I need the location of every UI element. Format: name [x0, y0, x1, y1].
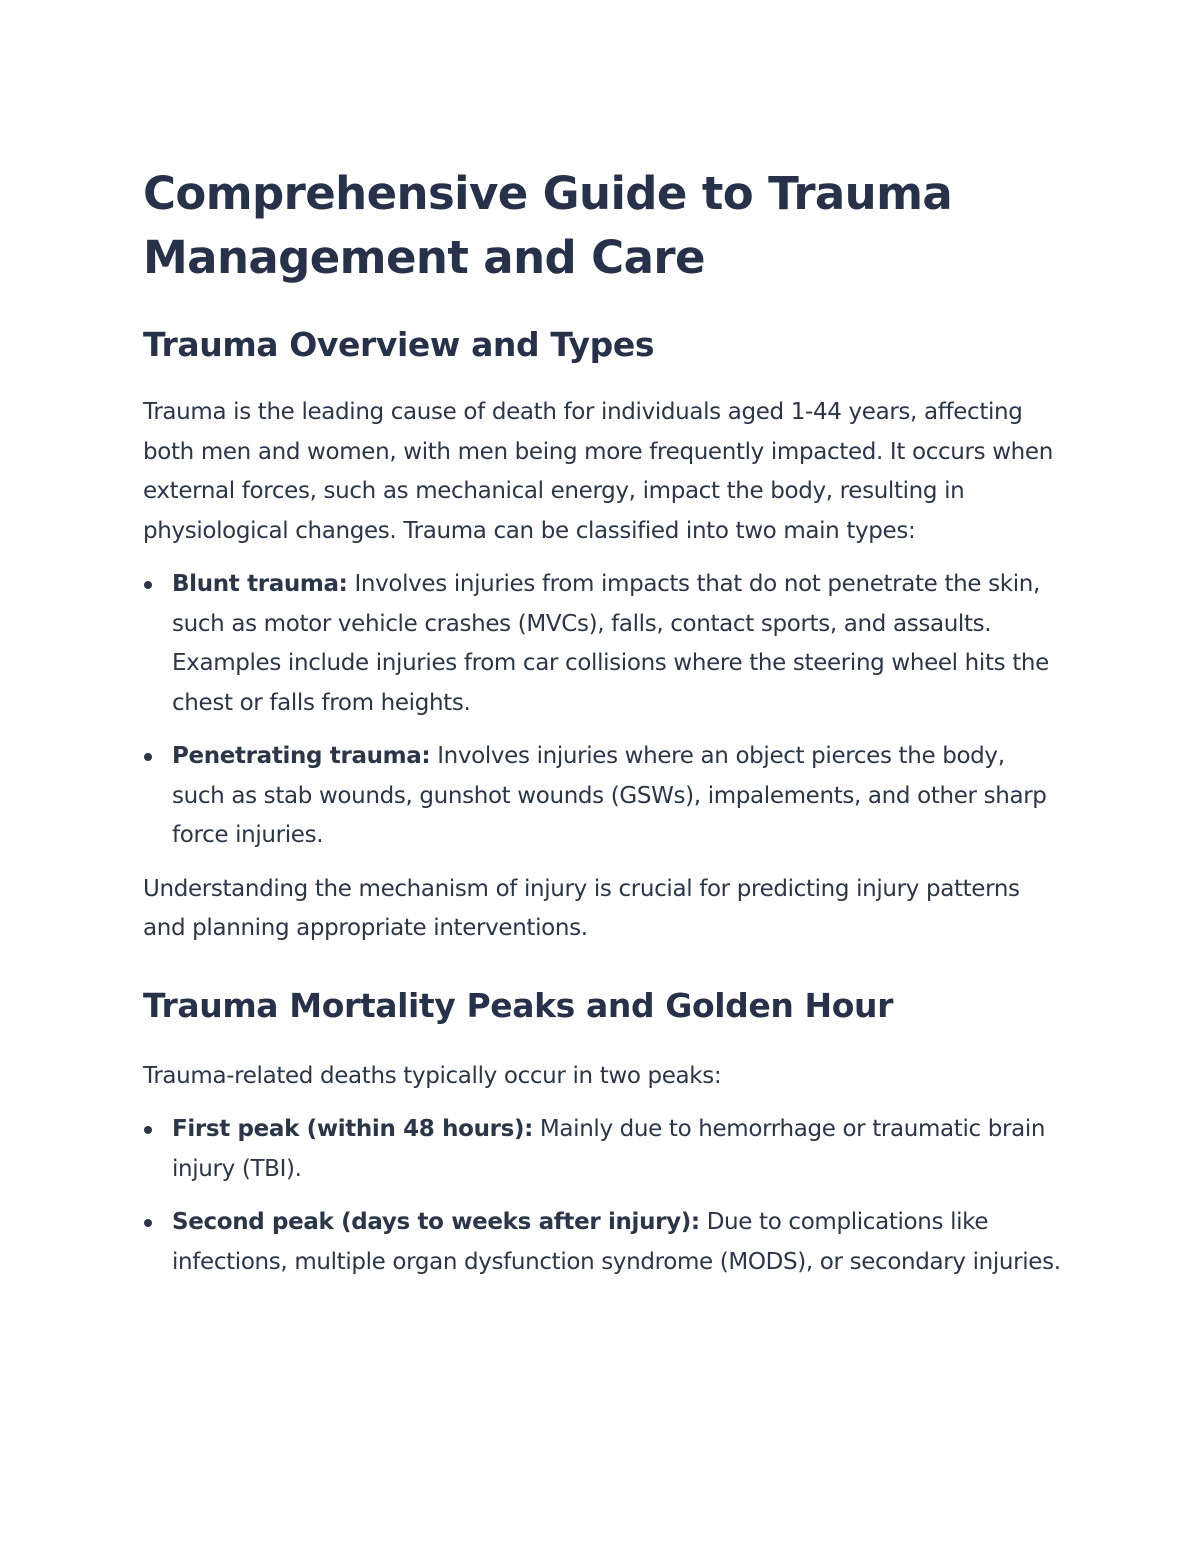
list-item-text: Involves injuries from impacts that do not penetrate the skin, such as motor vehicle crashes (MVCs), falls, contact sports, and assaults. Examples include injuries from car collisions where the steering wheel hits the chest or falls from heights.	[172, 571, 1049, 716]
section-heading-overview: Trauma Overview and Types	[143, 325, 655, 364]
bullet-icon	[144, 1219, 152, 1227]
list-item-term: Penetrating trauma:	[172, 743, 431, 769]
list-item-term: Second peak (days to weeks after injury):	[172, 1209, 700, 1235]
list-item-text: Due to complications like infections, multiple organ dysfunction syndrome (MODS), or secondary injuries.	[172, 1209, 1061, 1275]
bullet-icon	[144, 1126, 152, 1134]
bullet-icon	[144, 581, 152, 589]
list-item-term: First peak (within 48 hours):	[172, 1116, 533, 1142]
list-item-blunt-trauma	[143, 565, 1063, 723]
document-page	[143, 162, 1063, 1296]
overview-intro-paragraph: Trauma is the leading cause of death for individuals aged 1-44 years, affecting both men and women, with men being more frequently impacted. It occurs when external forces, such as mechanical energy, impact the body, resulting in physiological changes. Trauma can be classified into two main types:	[143, 399, 1053, 544]
trauma-types-list	[143, 565, 1063, 856]
overview-outro-paragraph: Understanding the mechanism of injury is crucial for predicting injury patterns and planning appropriate interventions.	[143, 875, 1020, 941]
list-item-text: Mainly due to hemorrhage or traumatic brain injury (TBI).	[172, 1116, 1046, 1182]
section-heading-mortality-peaks: Trauma Mortality Peaks and Golden Hour	[143, 985, 893, 1025]
list-item-text: Involves injuries where an object pierces the body, such as stab wounds, gunshot wounds (GSWs), impalements, and other sharp force injuries.	[172, 743, 1047, 848]
list-item-second-peak	[143, 1203, 1063, 1282]
list-item-first-peak	[143, 1110, 1063, 1189]
mortality-peaks-list	[143, 1110, 1063, 1282]
page-title: Comprehensive Guide to Trauma Management and Care	[143, 167, 953, 284]
list-item-penetrating-trauma	[143, 737, 1063, 856]
mortality-intro-paragraph: Trauma-related deaths typically occur in two peaks:	[143, 1062, 722, 1089]
bullet-icon	[144, 753, 152, 761]
list-item-term: Blunt trauma:	[172, 571, 348, 597]
